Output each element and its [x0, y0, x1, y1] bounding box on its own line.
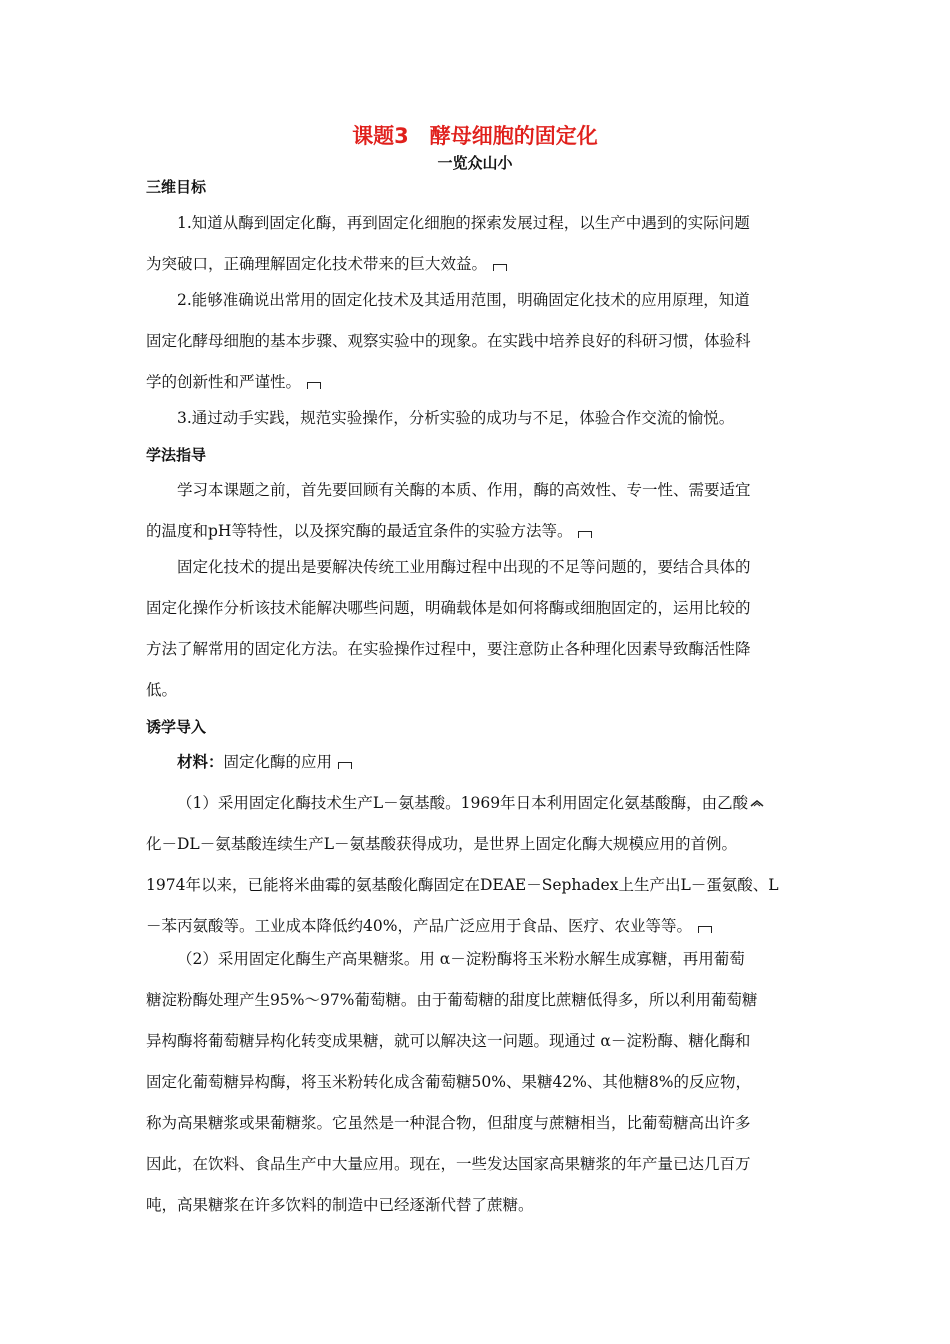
edit-mark-icon: [338, 762, 352, 769]
method-2-line-2: 固定化操作分析该技术能解决哪些问题，明确载体是如何将酶或细胞固定的，运用比较的: [146, 599, 751, 617]
material-2-line-6: 因此，在饮料、食品生产中大量应用。现在，一些发达国家高果糖浆的年产量已达几百万: [146, 1155, 751, 1173]
material-2-line-3: 异构酶将葡萄糖异构化转变成果糖，就可以解决这一问题。现通过 α－淀粉酶、糖化酶和: [146, 1032, 751, 1050]
method-1-line-2: [146, 511, 812, 552]
edit-mark-icon: [493, 264, 507, 271]
edit-mark-icon: [698, 926, 712, 933]
goal-2-line-3: [146, 362, 812, 403]
goal-3-paragraph: [146, 398, 812, 439]
material-2-line-2: 糖淀粉酶处理产生95%～97%葡萄糖。由于葡萄糖的甜度比蔗糖低得多，所以利用葡萄糖: [146, 991, 758, 1009]
material-2-line-4: 固定化葡萄糖异构酶，将玉米粉转化成含葡萄糖50%、果糖42%、其他糖8%的反应物，: [146, 1073, 751, 1091]
material-line: [146, 742, 812, 783]
material-1-line-1: [146, 783, 812, 824]
material-1-line-4-text: －苯丙氨酸等。工业成本降低约40%，产品广泛应用于食品、医疗、农业等等。: [146, 917, 692, 935]
method-2-line-4: 低。: [146, 681, 178, 699]
goal-1-line-1: 1.知道从酶到固定化酶，再到固定化细胞的探索发展过程，以生产中遇到的实际问题: [177, 214, 750, 232]
intro-heading: 诱学导入: [146, 718, 207, 736]
method-heading: 学法指导: [146, 446, 207, 464]
goal-2-paragraph: [146, 280, 812, 403]
material-1-line-2: 化－DL－氨基酸连续生产L－氨基酸获得成功，是世界上固定化酶大规模应用的首例。: [146, 835, 738, 853]
method-1-paragraph: [146, 470, 812, 552]
method-1-line-2-text: 的温度和pH等特性，以及探究酶的最适宜条件的实验方法等。: [146, 522, 573, 540]
method-2-line-1: 固定化技术的提出是要解决传统工业用酶过程中出现的不足等问题的，要结合具体的: [177, 558, 751, 576]
material-2-line-1: （2）采用固定化酶生产高果糖浆。用 α－淀粉酶将玉米粉水解生成寡糖，再用葡萄: [177, 950, 745, 968]
edit-mark-icon: [307, 382, 321, 389]
goal-2-line-3-text: 学的创新性和严谨性。: [146, 373, 302, 391]
material-text: 固定化酶的应用: [223, 753, 333, 771]
method-2-line-3: 方法了解常用的固定化方法。在实验操作过程中，要注意防止各种理化因素导致酶活性降: [146, 640, 751, 658]
goal-1-line-2: [146, 244, 812, 285]
material-1-paragraph: [146, 783, 812, 947]
goal-1-line-2-text: 为突破口，正确理解固定化技术带来的巨大效益。: [146, 255, 488, 273]
page-subtitle: 一览众山小: [437, 154, 513, 172]
goal-1-paragraph: [146, 203, 812, 285]
caret-up-icon: [750, 799, 764, 807]
material-2-line-7: 吨，高果糖浆在许多饮料的制造中已经逐渐代替了蔗糖。: [146, 1196, 534, 1214]
goal-2-line-2: 固定化酵母细胞的基本步骤、观察实验中的现象。在实践中培养良好的科研习惯，体验科: [146, 332, 751, 350]
method-2-paragraph: [146, 547, 812, 711]
material-1-line-3: 1974年以来，已能将米曲霉的氨基酸化酶固定在DEAE－Sephadex上生产出L－蛋氨酸、L: [146, 876, 779, 894]
goal-3-line-1: 3.通过动手实践，规范实验操作，分析实验的成功与不足，体验合作交流的愉悦。: [177, 409, 735, 427]
material-label: 材料：: [177, 753, 224, 771]
material-2-line-5: 称为高果糖浆或果葡糖浆。它虽然是一种混合物，但甜度与蔗糖相当，比葡萄糖高出许多: [146, 1114, 751, 1132]
edit-mark-icon: [578, 531, 592, 538]
material-1-line-1-text: （1）采用固定化酶技术生产L－氨基酸。1969年日本利用固定化氨基酸酶，由乙酸: [177, 794, 749, 812]
goal-2-line-1: 2.能够准确说出常用的固定化技术及其适用范围，明确固定化技术的应用原理，知道: [177, 291, 750, 309]
goals-heading: 三维目标: [146, 178, 207, 196]
page-title: 课题3 酵母细胞的固定化: [352, 124, 598, 148]
material-paragraph: [146, 742, 812, 783]
method-1-line-1: 学习本课题之前，首先要回顾有关酶的本质、作用，酶的高效性、专一性、需要适宜: [177, 481, 751, 499]
material-2-paragraph: [146, 939, 812, 1226]
